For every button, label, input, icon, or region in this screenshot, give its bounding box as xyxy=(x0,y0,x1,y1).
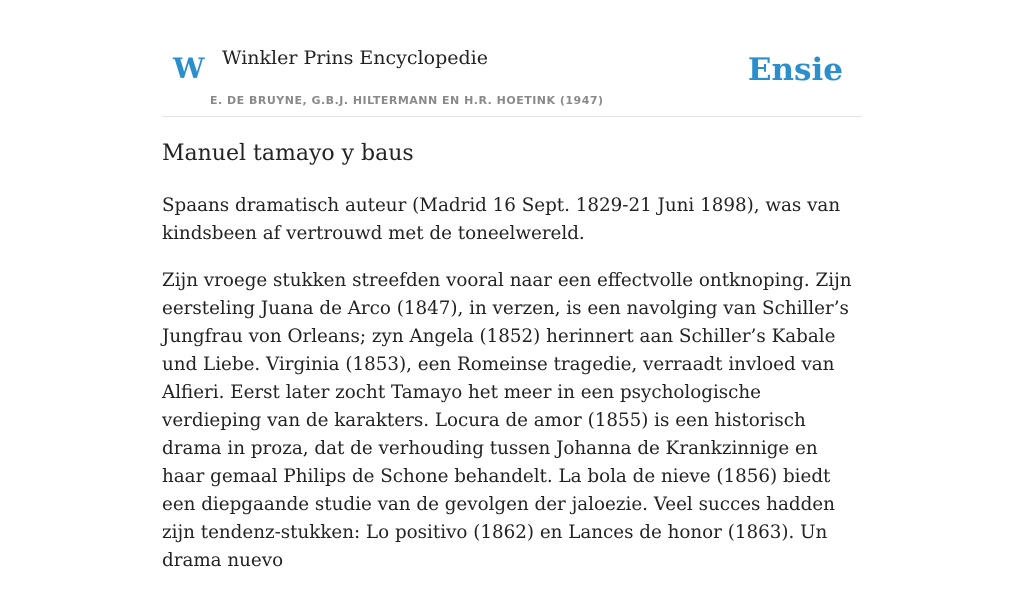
article-paragraph-2: Zijn vroege stukken streefden vooral naar een effectvolle ontknoping. Zijn eersteling Juana de Arco (1847), in verzen, is een navolging van Schiller’s Jungfrau von Orleans; zyn Angela (1852) herinnert aan Schiller’s Kabale und Liebe. Virginia (1853), een Romeinse tragedie, verraadt invloed van Alfieri. Eerst later zocht Tamayo het meer in een psychologische verdieping van de karakters. Locura de amor (1855) is een historisch drama in proza, dat de verhouding tussen Johanna de Krankzinnige en haar gemaal Philips de Schone behandelt. La bola de nieve (1856) biedt een diepgaande studie van de gevolgen der jaloezie. Veel succes hadden zijn tendenz-stukken: Lo positivo (1862) en Lances de honor (1863). Un drama nuevo xyxy=(162,270,852,571)
article-paragraph-1: Spaans dramatisch auteur (Madrid 16 Sept. 1829-21 Juni 1898), was van kindsbeen af vertrouwd met de toneelwereld. xyxy=(162,195,841,244)
publication-logo[interactable]: W xyxy=(173,52,205,85)
article-body xyxy=(162,192,862,594)
publication-authors: E. DE BRUYNE, G.B.J. HILTERMANN EN H.R. HOETINK (1947) xyxy=(210,94,604,107)
article-title: Manuel tamayo y baus xyxy=(162,141,414,166)
publication-title[interactable]: Winkler Prins Encyclopedie xyxy=(222,47,488,69)
ensie-logo-link[interactable]: Ensie xyxy=(747,52,843,88)
site-header xyxy=(162,0,862,117)
